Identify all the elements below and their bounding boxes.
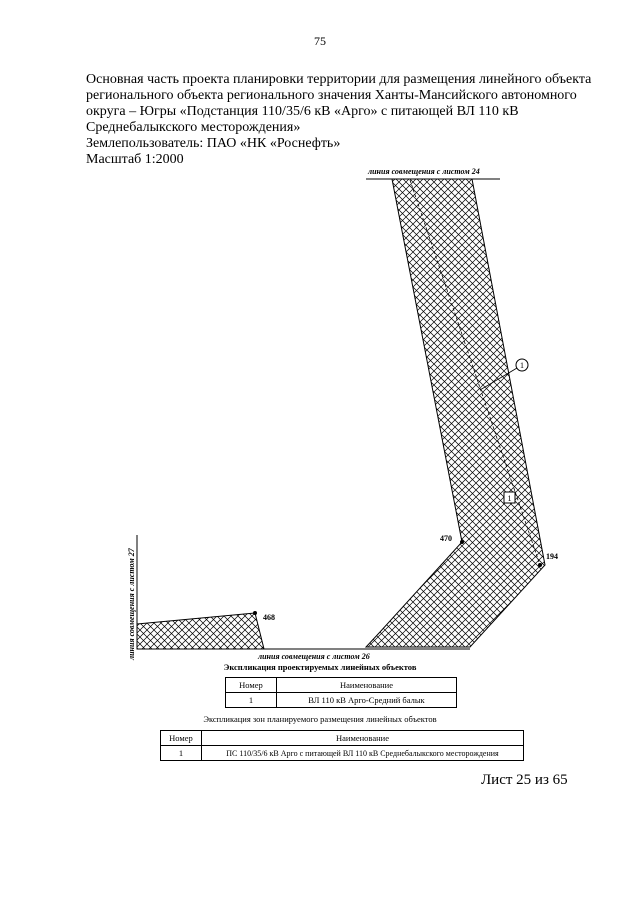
table-cell: ПС 110/35/6 кВ Арго с питающей ВЛ 110 кВ Среднебалыкского месторождения (202, 746, 524, 761)
alignment-label-bottom: линия совмещения с листом 26 (258, 652, 370, 661)
header-line: регионального объекта регионального значения Ханты-Мансийского автономного (86, 88, 577, 103)
table-header: Номер (226, 678, 277, 693)
point-label-468: 468 (263, 613, 275, 622)
callout-box-label: 1 (507, 494, 512, 503)
table1-caption: Экспликация проектируемых линейных объектов (223, 662, 417, 672)
table-row (161, 746, 524, 761)
point-label-470: 470 (440, 534, 452, 543)
table2-caption: Экспликация зон планируемого размещения линейных объектов (203, 714, 437, 724)
table-cell: 1 (161, 746, 202, 761)
survey-point-470 (460, 540, 464, 544)
table-header: Наименование (202, 731, 524, 746)
header-line: Среднебалыкского месторождения» (86, 120, 301, 135)
alignment-label-left: линия совмещения с листом 27 (127, 548, 136, 660)
page-number: 75 (314, 34, 326, 48)
planning-zone-hatch-left (137, 613, 264, 649)
placement-zones-table (160, 730, 524, 761)
table-header: Номер (161, 731, 202, 746)
header-line: округа – Югры «Подстанция 110/35/6 кВ «Арго» с питающей ВЛ 110 кВ (86, 104, 519, 119)
sheet-label: Лист 25 из 65 (481, 772, 568, 788)
callout-circle-label: 1 (520, 361, 524, 370)
survey-point-194 (538, 563, 542, 567)
table-cell: ВЛ 110 кВ Арго-Средний балык (277, 693, 457, 708)
scale-label: Масштаб 1:2000 (86, 152, 184, 167)
table-row (226, 693, 457, 708)
survey-point-468 (253, 611, 257, 615)
table-cell: 1 (226, 693, 277, 708)
linear-objects-table (225, 677, 457, 708)
land-user: Землепользователь: ПАО «НК «Роснефть» (86, 136, 341, 151)
point-label-194: 194 (546, 552, 558, 561)
planning-zone-hatch (366, 179, 545, 647)
header-line: Основная часть проекта планировки территории для размещения линейного объекта (86, 72, 592, 87)
alignment-label-top: линия совмещения с листом 24 (368, 167, 480, 176)
table-header: Наименование (277, 678, 457, 693)
